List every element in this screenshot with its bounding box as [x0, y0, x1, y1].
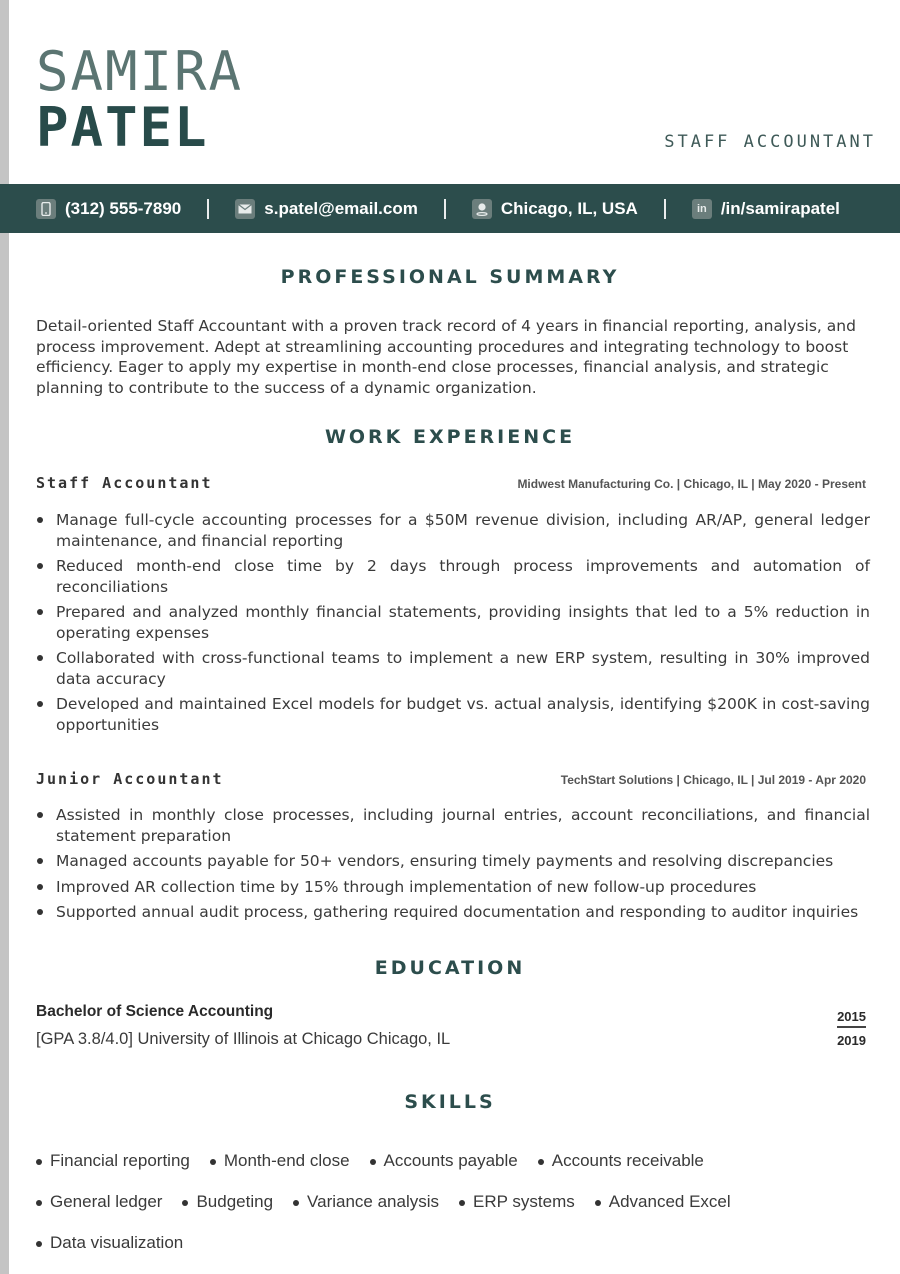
contact-linkedin: [692, 199, 840, 219]
skill-item: Variance analysis: [293, 1192, 439, 1212]
bullet-item: Prepared and analyzed monthly financial statements, providing insights that led to a 5% reduction in operating expenses: [36, 602, 870, 643]
first-name: SAMIRA: [36, 40, 244, 103]
skills-list: [36, 1140, 866, 1263]
job-header: [36, 474, 866, 492]
job-header: [36, 770, 866, 788]
contact-divider: [444, 199, 446, 219]
degree: Bachelor of Science Accounting: [36, 1003, 274, 1020]
skill-item: Month-end close: [210, 1151, 350, 1171]
linkedin-icon: in: [692, 199, 712, 219]
skill-item: Budgeting: [182, 1192, 273, 1212]
candidate-name: [36, 40, 244, 159]
contact-divider: [664, 199, 666, 219]
section-title-education: EDUCATION: [374, 957, 526, 979]
job-role: Junior Accountant: [36, 770, 224, 788]
skill-item: Financial reporting: [36, 1151, 190, 1171]
education-years: [837, 1009, 866, 1048]
job-meta: TechStart Solutions | Chicago, IL | Jul 2019 - Apr 2020: [560, 773, 866, 787]
section-title-summary: PROFESSIONAL SUMMARY: [280, 266, 620, 288]
skill-item: Data visualization: [36, 1233, 183, 1253]
job-bullets: [36, 510, 870, 740]
contact-divider: [207, 199, 209, 219]
bullet-item: Manage full-cycle accounting processes for a $50M revenue division, including AR/AP, general ledger maintenance, and financial reporting: [36, 510, 870, 551]
contact-bar: [0, 184, 900, 233]
skills-row: [36, 1181, 866, 1222]
bullet-item: Developed and maintained Excel models for budget vs. actual analysis, identifying $200K in cost-saving opportunities: [36, 694, 870, 735]
email-icon: [235, 199, 255, 219]
job-meta: Midwest Manufacturing Co. | Chicago, IL | May 2020 - Present: [517, 477, 866, 491]
skill-item: General ledger: [36, 1192, 162, 1212]
summary-text: Detail-oriented Staff Accountant with a proven track record of 4 years in financial reporting, analysis, and process improvement. Adept at streamlining accounting procedures and integrating technology to boost efficiency. Eager to apply my expertise in month-end close processes, financial analysis, and strategic planning to contribute to the success of a dynamic organization.: [36, 317, 856, 397]
end-year: 2019: [837, 1033, 866, 1048]
linkedin-handle[interactable]: /in/samirapatel: [720, 198, 840, 218]
job-bullets: [36, 805, 870, 928]
location-icon: [472, 199, 492, 219]
bullet-item: Supported annual audit process, gathering required documentation and responding to auditor inquiries: [36, 902, 870, 923]
start-year: 2015: [837, 1009, 866, 1028]
education-entry: [36, 1003, 866, 1049]
section-title-experience: WORK EXPERIENCE: [324, 426, 576, 448]
email-address[interactable]: s.patel@email.com: [264, 198, 418, 218]
bullet-item: Collaborated with cross-functional teams to implement a new ERP system, resulting in 30% improved data accuracy: [36, 648, 870, 689]
job-role: Staff Accountant: [36, 474, 213, 492]
bullet-item: Improved AR collection time by 15% through implementation of new follow-up procedures: [36, 877, 870, 898]
skill-item: Accounts receivable: [538, 1151, 704, 1171]
bullet-item: Managed accounts payable for 50+ vendors, ensuring timely payments and resolving discrepancies: [36, 851, 870, 872]
skills-row: [36, 1140, 866, 1181]
job-title: STAFF ACCOUNTANT: [664, 132, 876, 152]
skill-item: Advanced Excel: [595, 1192, 731, 1212]
last-name: PATEL: [36, 96, 209, 159]
skill-item: ERP systems: [459, 1192, 575, 1212]
bullet-item: Reduced month-end close time by 2 days through process improvements and automation of reconciliations: [36, 556, 870, 597]
section-title-skills: SKILLS: [404, 1091, 496, 1113]
bullet-item: Assisted in monthly close processes, including journal entries, account reconciliations, and financial statement preparation: [36, 805, 870, 846]
school: [GPA 3.8/4.0] University of Illinois at Chicago Chicago, IL: [36, 1030, 451, 1048]
skill-item: Accounts payable: [370, 1151, 518, 1171]
contact-email: [235, 199, 418, 219]
contact-location: [472, 199, 638, 219]
phone-number: (312) 555-7890: [65, 198, 182, 218]
location-text: Chicago, IL, USA: [500, 198, 638, 218]
skills-row: [36, 1222, 866, 1263]
contact-phone: [36, 199, 181, 219]
phone-icon: [36, 199, 56, 219]
